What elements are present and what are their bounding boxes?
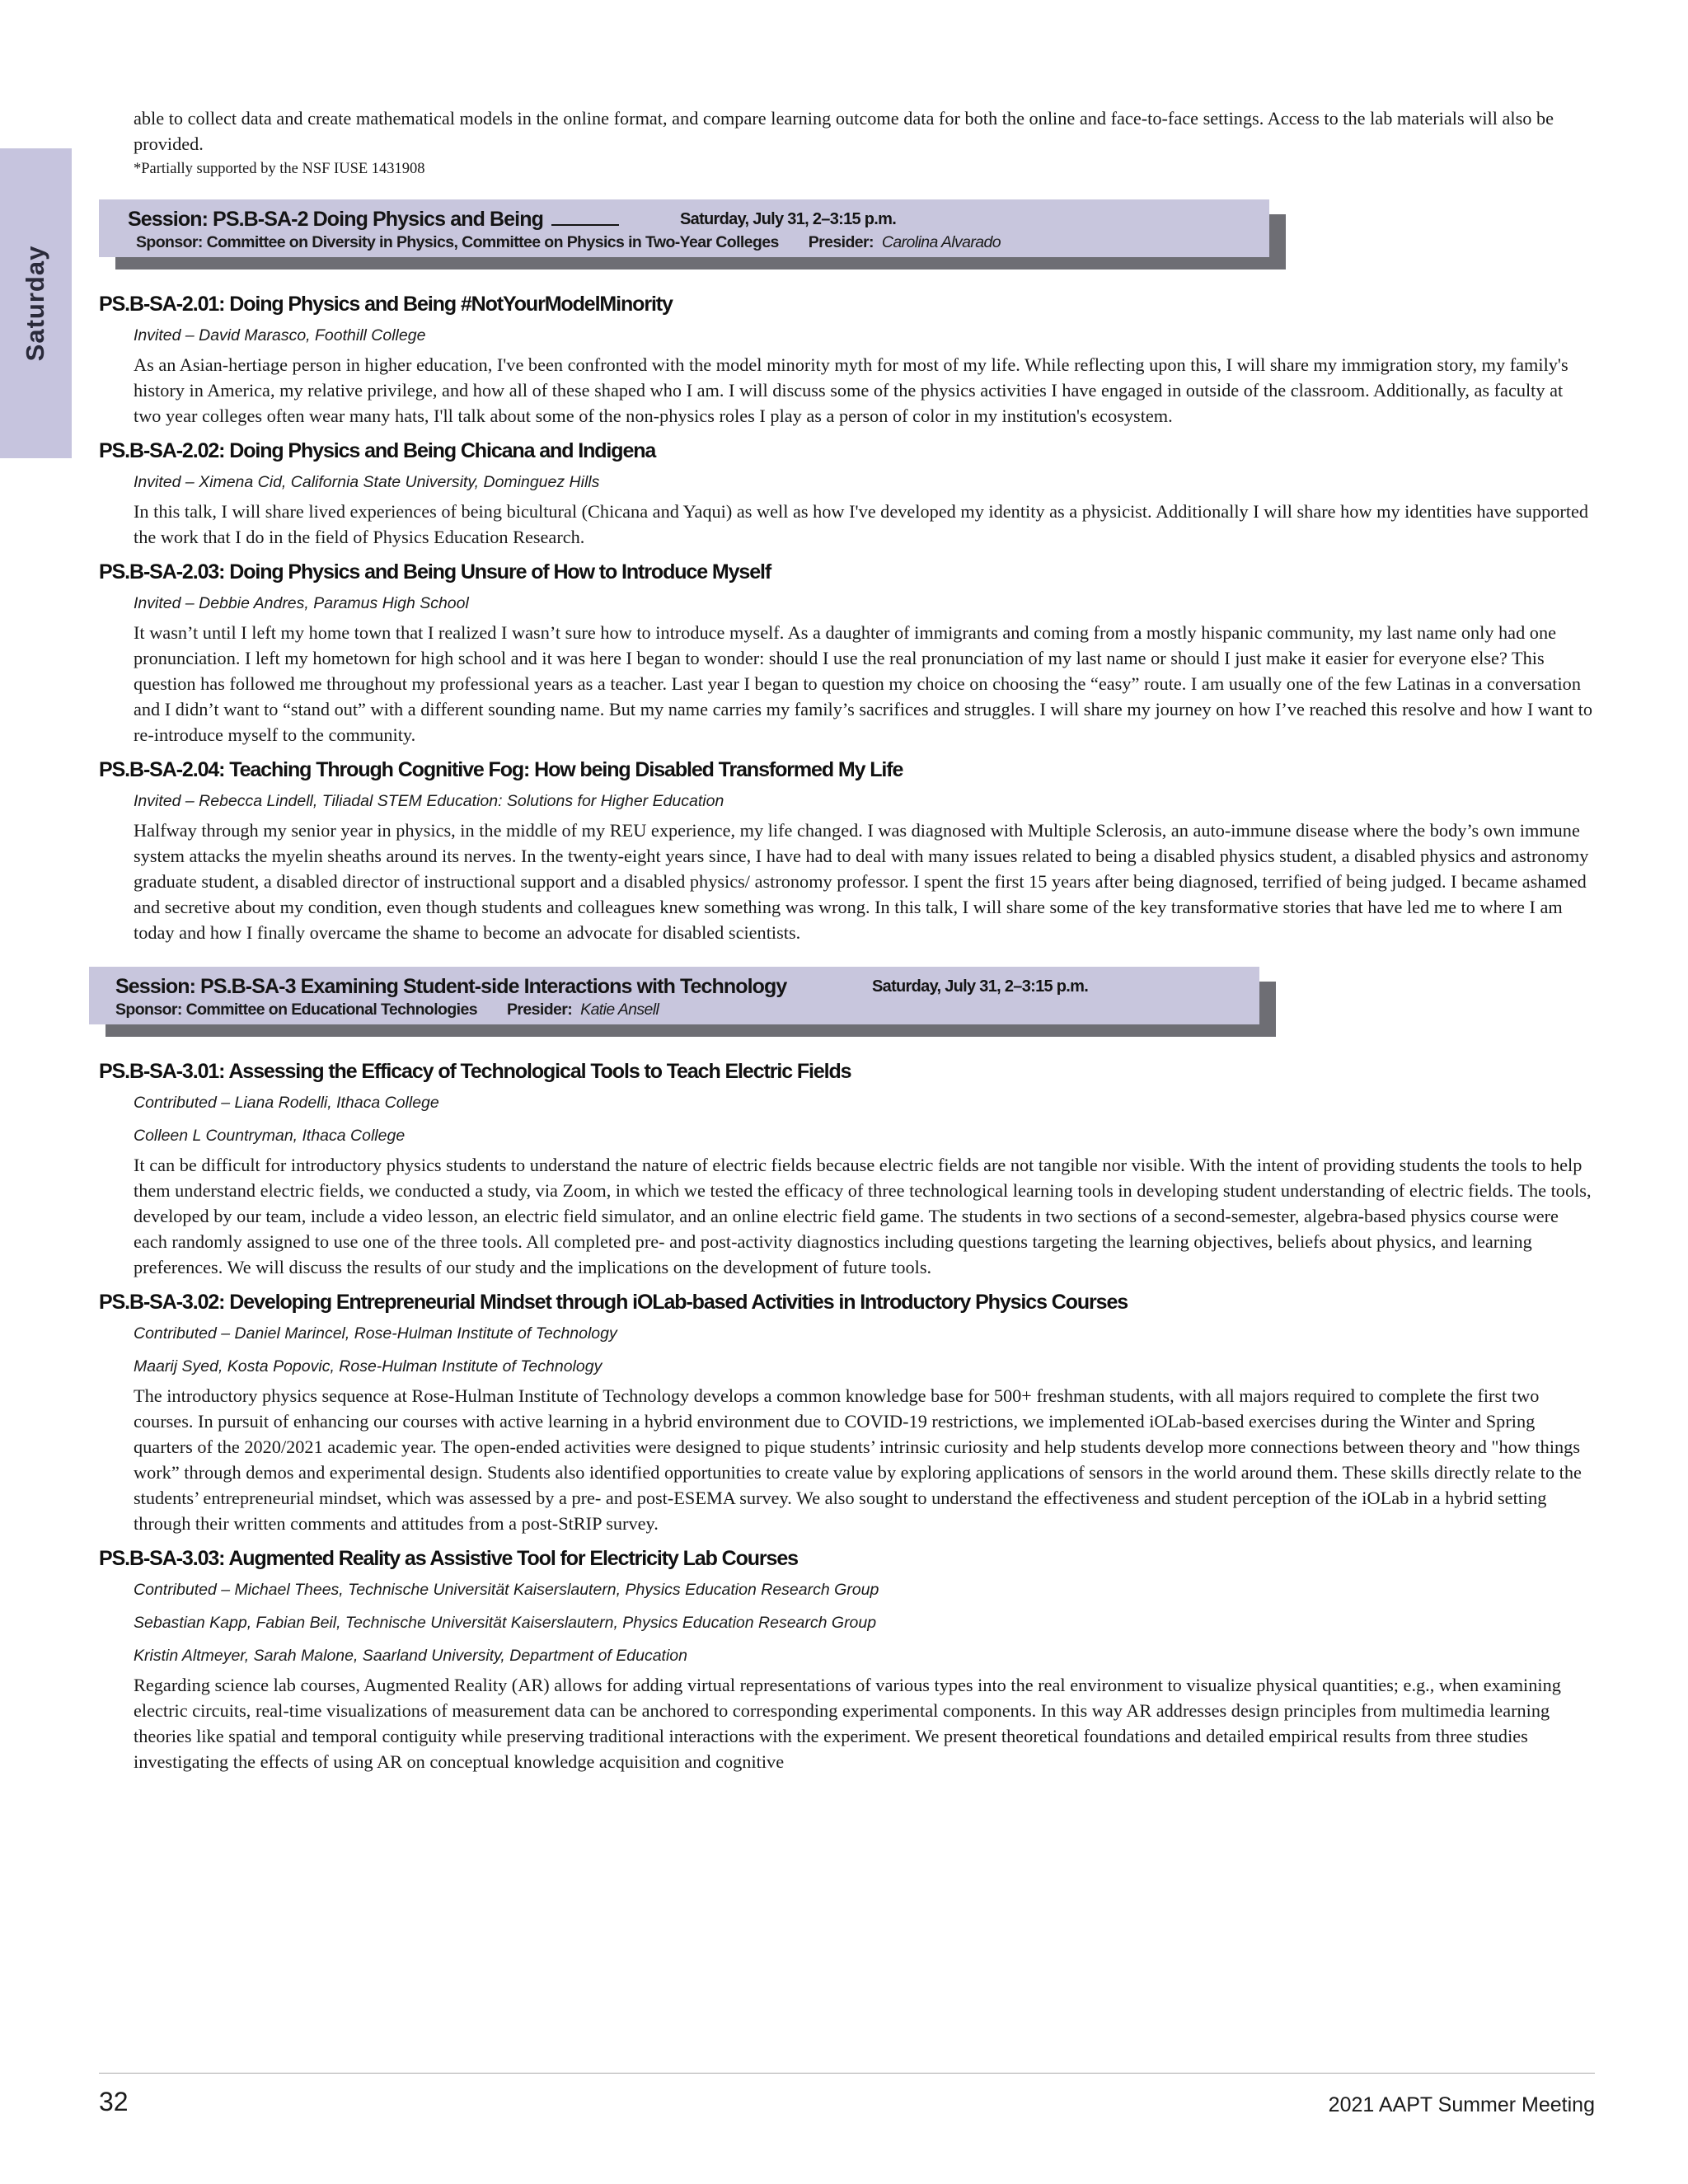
session-time: Saturday, July 31, 2–3:15 p.m. [872,977,1089,996]
session-header-box [89,967,1259,1024]
session-time: Saturday, July 31, 2–3:15 p.m. [680,210,897,228]
page-number: 32 [99,2087,129,2116]
page-content [99,105,1595,1782]
abstract-title: PS.B-SA-3.01: Assessing the Efficacy of Technological Tools to Teach Electric Fields [99,1060,851,1083]
abstract-body: It wasn’t until I left my home town that I realized I wasn’t sure how to introduce myself. As a daughter of immigrants and coming from a mostly hispanic community, my last name only had one pronunciation. I left my hometown for high school and it was here I began to wonder: should I use the real pronunciation of my last name or should I just make it easier for everyone else? This question has followed me throughout my professional years as a teacher. Last year I began to question my choice on choosing the “easy” route. I am usually one of the few Latinas in a conversation and I didn’t want to “stand out” with a different sounding name. But my name carries my family’s sacrifices and struggles. I will share my journey on how I’ve reached this resolve and how I want to re-introduce myself to the community. [134,622,1593,745]
session-presider: Katie Ansell [580,1001,659,1019]
abstract [99,1544,1595,1774]
session-sponsor-line [136,233,1001,252]
session-sponsor: Sponsor: Committee on Educational Technologies [115,1001,477,1019]
session-title-line [115,975,786,999]
session-header-sa-2 [99,199,1595,273]
abstract-author: Invited – Rebecca Lindell, Tiliadal STEM Education: Solutions for Higher Education [134,792,724,810]
session-sponsor-line [115,1001,659,1019]
session-header-sa-3 [89,967,1595,1040]
abstract-body: Halfway through my senior year in physics, in the middle of my REU experience, my life changed. I was diagnosed with Multiple Sclerosis, an auto-immune disease where the body’s own immune system attacks the myelin sheaths around its nerves. In the twenty-eight years since, I have had to deal with many issues related to being a disabled physics student, a disabled physics and astronomy graduate student, a disabled director of instructional support and a disabled physics/ astronomy professor. I spent the first 15 years after being diagnosed, terrified of being judged. I became ashamed and secretive about my condition, even though students and colleagues knew something was wrong. In this talk, I will share some of the key transformative stories that have led me to where I am today and how I finally overcame the shame to become an advocate for disabled scientists. [134,820,1589,943]
session-presider-label: Presider: [507,1001,573,1019]
intro-paragraph: able to collect data and create mathematical models in the online format, and compare learning outcome data for both the online and face-to-face settings. Access to the lab materials will also be provided. [134,108,1554,154]
meeting-name: 2021 AAPT Summer Meeting [1328,2093,1595,2116]
abstract-author: Sebastian Kapp, Fabian Beil, Technische Universität Kaiserslautern, Physics Education Research Group [134,1614,877,1632]
abstract [99,755,1595,945]
abstract-author: Colleen L Countryman, Ithaca College [134,1127,406,1145]
abstract-author: Maarij Syed, Kosta Popovic, Rose-Hulman Institute of Technology [134,1357,603,1376]
abstract-body: As an Asian-hertiage person in higher education, I've been confronted with the model minority myth for most of my life. While reflecting upon this, I will share my immigration story, my family's history in America, my relative privilege, and how all of these shaped who I am. I will discuss some of the physics activities I have engaged in outside of the classroom. Additionally, as faculty at two year colleges often wear many hats, I'll talk about some of the non-physics roles I play as a person of color in my institution's ecosystem. [134,354,1568,426]
session-presider-label: Presider: [808,233,874,251]
abstract-title: PS.B-SA-2.02: Doing Physics and Being Chicana and Indigena [99,439,656,462]
abstract [99,436,1595,550]
abstract-title: PS.B-SA-2.03: Doing Physics and Being Unsure of How to Introduce Myself [99,560,771,583]
abstract-title: PS.B-SA-2.01: Doing Physics and Being #NotYourModelMinority [99,293,673,316]
abstract-author: Invited – Debbie Andres, Paramus High School [134,594,469,612]
abstract-author: Invited – Ximena Cid, California State University, Dominguez Hills [134,473,600,491]
abstract-author: Contributed – Michael Thees, Technische Universität Kaiserslautern, Physics Education Research Group [134,1581,879,1599]
abstract-title: PS.B-SA-3.02: Developing Entrepreneurial Mindset through iOLab-based Activities in Introductory Physics Courses [99,1291,1128,1314]
intro-footnote: *Partially supported by the NSF IUSE 1431908 [134,161,425,177]
abstract-body: The introductory physics sequence at Rose-Hulman Institute of Technology develops a common knowledge base for 500+ freshman students, with all majors required to complete the first two courses. In pursuit of enhancing our courses with active learning in a hybrid environment due to COVID-19 restrictions, we implemented iOLab-based exercises during the Winter and Spring quarters of the 2020/2021 academic year. The open-ended activities were designed to pique students’ intrinsic curiosity and help students develop more connections between theory and "how things work” through demos and experimental design. Students also identified opportunities to create value by exploring applications of sensors in the world around them. These skills directly relate to the students’ entrepreneurial mindset, which was assessed by a pre- and post-ESEMA survey. We also sought to understand the effectiveness and student perception of the iOLab in a hybrid setting through their written comments and attitudes from a post-StRIP survey. [134,1385,1582,1534]
side-tab-label: Saturday [21,245,49,362]
abstract-author: Invited – David Marasco, Foothill College [134,326,426,344]
session-sponsor: Sponsor: Committee on Diversity in Physics, Committee on Physics in Two-Year Colleges [136,233,779,251]
abstract-title: PS.B-SA-3.03: Augmented Reality as Assistive Tool for Electricity Lab Courses [99,1547,798,1570]
abstract [99,289,1595,429]
abstract-body: It can be difficult for introductory physics students to understand the nature of electric fields because electric fields are not tangible nor visible. With the intent of providing students the tools to help them understand electric fields, we conducted a study, via Zoom, in which we tested the efficacy of three technological learning tools in developing student understanding of electric fields. The tools, developed by our team, include a video lesson, an electric field simulator, and an online electric field game. The students in two sections of a second-semester, algebra-based physics course were each randomly assigned to use one of the three tools. All completed pre- and post-activity diagnostics including questions targeting the learning objectives, beliefs about physics, and learning preferences. We will discuss the results of our study and the implications on the development of future tools. [134,1155,1592,1277]
abstract [99,1057,1595,1280]
session-title-blank [551,223,619,226]
session-title: Session: PS.B-SA-3 Examining Student-side Interactions with Technology [115,975,787,998]
abstract-author: Contributed – Daniel Marincel, Rose-Hulman Institute of Technology [134,1324,617,1343]
abstract [99,1287,1595,1536]
session-header-box [99,199,1269,257]
abstract-body: Regarding science lab courses, Augmented Reality (AR) allows for adding virtual representations of various types into the real environment to visualize physical quantities; e.g., when examining electric circuits, real-time visualizations of measurement data can be anchored to corresponding experimental components. In this way AR addresses design principles from multimedia learning theories like spatial and temporal contiguity while preserving traditional interactions with the experiment. We present theoretical foundations and detailed empirical results from three studies investigating the effects of using AR on conceptual knowledge acquisition and cognitive [134,1675,1561,1772]
session-title: Session: PS.B-SA-2 Doing Physics and Being [128,208,543,231]
session-title-line [128,208,619,232]
abstract-body: In this talk, I will share lived experiences of being bicultural (Chicana and Yaqui) as well as how I've developed my identity as a physicist. Additionally I will share how my identities have supported the work that I do in the field of Physics Education Research. [134,501,1589,547]
abstract-author: Contributed – Liana Rodelli, Ithaca College [134,1094,439,1112]
abstract-title: PS.B-SA-2.04: Teaching Through Cognitive Fog: How being Disabled Transformed My Life [99,758,903,781]
session-presider: Carolina Alvarado [881,233,1001,251]
abstract-author: Kristin Altmeyer, Sarah Malone, Saarland University, Department of Education [134,1647,687,1665]
abstract [99,557,1595,748]
footer-rule [99,2073,1595,2074]
